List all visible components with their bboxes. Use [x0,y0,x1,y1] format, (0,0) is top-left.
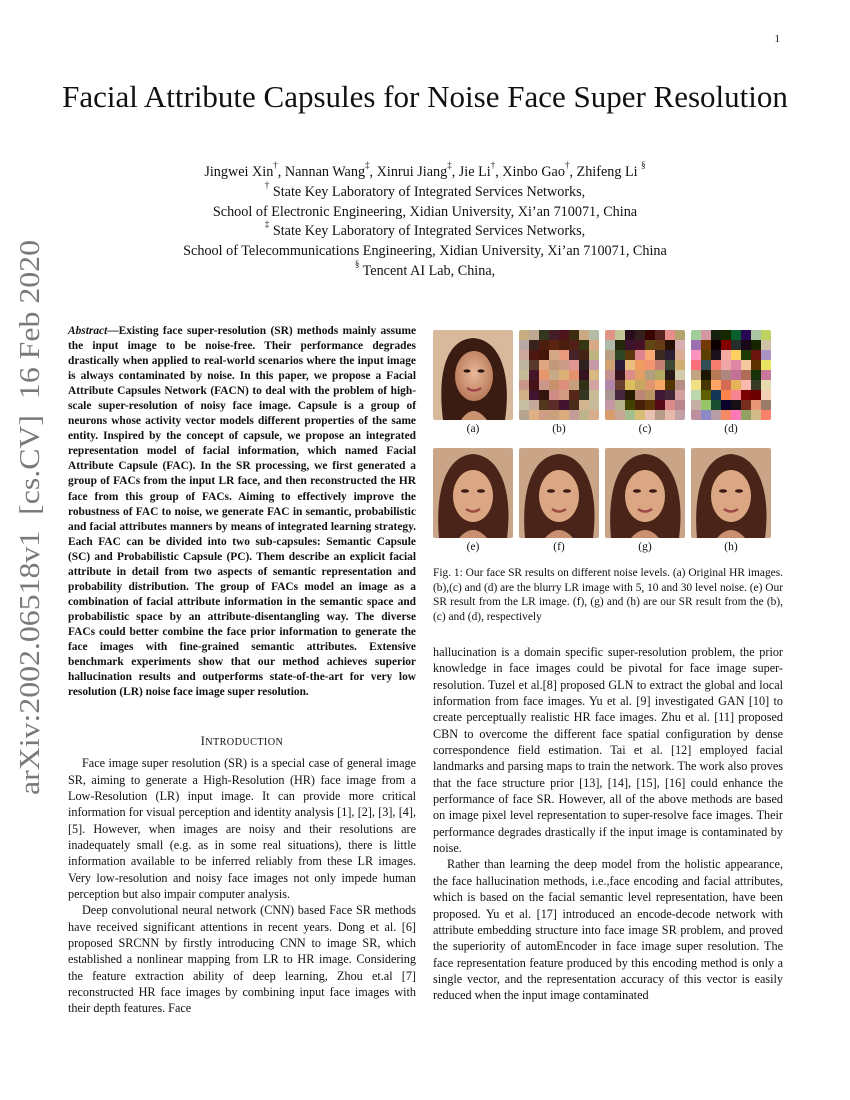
section-heading-introduction [68,734,416,749]
affiliation-line [60,179,790,203]
figure-labels-row-2 [433,538,783,566]
affiliation-line [60,219,790,242]
section-heading-rest: NTRODUCTION [205,737,284,749]
right-column-body [433,644,783,1004]
sr-face [519,448,599,538]
author-mark: ‡ [365,160,370,170]
author-mark: † [490,160,496,170]
body-paragraph: hallucination is a domain specific super-resolution problem, the prior knowledge in face images could be pivotal for face image super-resolution. Tuzel et al.[8] proposed GLN to extract the global and local information from face images. Yu et al. [9] investigated GAN [10] to create perceptually realistic HR face images. Zhu et al. [11] proposed CBN to overcome the different face spatial configuration by dense correspondence field estimation. Tai et al. [12] employed facial landmarks and parsing maps to train the network. The work also proves that the face structure prior [13], [14], [15], [16] could enhance the performance of face SR. However, all of the above methods are based on image pixel level representation to super-resolve face images. Their performance degrades drastically if the input image is contaminated by noise. [433,645,783,856]
figure-label: (a) [466,423,480,435]
affiliation-text: School of Electronic Engineering, Xidian University, Xi’an 710071, China [212,203,638,220]
affiliation-line [60,242,790,262]
figure-labels-row-1 [433,420,783,448]
pixel-face [605,330,685,420]
abstract-text: —Existing face super-resolution (SR) methods mainly assume the input image to be noise-free. Their performance degrades drastically when applied to real-world scenarios where the input image is always contaminated by noise. In this paper, we propose a Facial Attribute Capsules Network (FACN) to deal with the problem of high-scale super-resolution of noisy face image. Capsule is a group of neurons whose activity vector models different properties of the same entity. Inspired by the concept of capsule, we propose an integrated representation model of facial information, which named Facial Attribute Capsule (FAC). In the SR processing, we first generated a group of FACs from the input LR face, and then reconstructed the HR face from this group of FACs. Aiming to effectively improve the robustness of FAC to noise, we generate FAC in semantic, probabilistic and facial attributes manners by means of integrated learning strategy. Each FAC can be divided into two sub-capsules: Semantic Capsule (SC) and Probabilistic Capsule (PC). Them describe an explicit facial attribute in detail from two aspects of semantic representation and probability distribution. The group of FACs model an image as a combination of facial attribute information in the semantic space and probabilistic space by an attribute-disentangling way. The diverse FACs could better combine the face prior information to generate the face images with fine-grained semantic attributes. Extensive benchmark experiments show that our method achieves superior hallucination results and outperforms state-of-the-art for very low resolution (LR) noise face image super resolution. [68,325,416,699]
face-image-f [519,448,599,538]
figure-label: (b) [552,423,566,435]
face-image-e [433,448,513,538]
page-number: 1 [774,33,780,45]
author-name: Nannan Wang [284,164,366,180]
affiliation-text: State Key Laboratory of Integrated Services Networks, [272,183,586,200]
author-name: Jingwei Xin [204,164,274,180]
arxiv-stamp [5,240,51,795]
affiliation-line [60,203,790,223]
intro-paragraph: Face image super resolution (SR) is a special case of general image SR, aiming to generate a High-Resolution (HR) face image from a Low-Resolution (LR) input image. It can provide more critical information for visual perception and identity analysis [1], [2], [3], [4], [5]. However, when images are noisy and their resolutions are inadequately small (e.g. as in some real situations), there is little information available to be inferred reliably from these LR images. Very low-resolution and noisy face images not only impede human perception but also impair computer analysis. [68,756,416,901]
figure-label: (c) [638,423,652,435]
author-mark: † [273,160,278,170]
author-block [60,160,790,282]
affiliation-text: School of Telecommunications Engineering, Xidian University, Xi’an 710071, China [183,243,667,260]
face-image-b [519,330,599,420]
body-paragraph: Rather than learning the deep model from the holistic appearance, the face hallucination methods, i.e.,face encoding and facial attributes, which is based on the facial semantic level representation, have been proposed. Yu et al. [17] introduced an encode-decode network with attribute embedding structure into face image SR problem, and proved the superiority of automEncoder in face image super resolution. The face representation feature produced by this encoding method is only a single vector, and the representation accuracy of this vector is easily reduced when the input image contaminated [433,857,783,1003]
face-image-g [605,448,685,538]
sr-face [691,448,771,538]
author-mark: § [641,160,646,170]
author-mark: ‡ [447,160,452,170]
affiliation-mark: § [354,258,360,269]
face-image-d [691,330,771,420]
figure-label: (f) [553,541,565,553]
author-name: Xinbo Gao [502,164,565,180]
arxiv-identifier: arXiv:2002.06518v1 [cs.CV] 16 Feb 2020 [14,289,46,795]
affiliation-line [60,258,790,282]
author-name: Zhifeng Li [576,164,638,180]
affiliation-mark: † [264,179,270,190]
affiliation-mark: ‡ [264,219,270,230]
intro-paragraph: Deep convolutional neural network (CNN) based Face SR methods have received significant attentions in recent years. Dong et al. [6] proposed SRCNN by firstly introducing CNN to image SR, which established a nonlinear mapping from LR to HR image. Considering the feature extraction ability of deep learning, Zhou et.al [7] reconstructed HR face images by combining input face images with their depth features. Face [68,903,416,1016]
author-name: Xinrui Jiang [376,164,448,180]
author-mark: † [564,160,570,170]
figure-row-1 [433,330,783,420]
pixel-face [691,330,771,420]
figure-label: (e) [466,541,480,553]
abstract [68,324,416,700]
left-column [68,324,416,1017]
affiliation-text: State Key Laboratory of Integrated Services Networks, [272,223,586,240]
sr-face [605,448,685,538]
section-heading-initial: I [200,734,206,749]
face-image-c [605,330,685,420]
figure-1 [433,330,783,624]
face-image-a [433,330,513,420]
figure-caption: Fig. 1: Our face SR results on different noise levels. (a) Original HR images. (b),(c) and (d) are the blurry LR image with 5, 10 and 30 level noise. (e) Our SR result from the LR image. (f), (g) and (h) are our SR result from the (b),(c) and (d), respectively [433,567,783,623]
face-image-h [691,448,771,538]
abstract-label: Abstract [68,325,108,337]
figure-label: (h) [724,541,738,553]
figure-row-2 [433,448,783,538]
sr-face [433,448,513,538]
figure-label: (d) [724,423,738,435]
figure-label: (g) [638,541,652,553]
paper-title: Facial Attribute Capsules for Noise Face Super Resolution [62,79,788,114]
author-name: Jie Li [458,164,491,180]
author-list: Jingwei Xin†, Nannan Wang‡, Xinrui Jiang‡, Jie Li†, Xinbo Gao†, Zhifeng Li § [204,160,646,180]
pixel-face [519,330,599,420]
affiliation-text: Tencent AI Lab, China, [362,262,496,279]
